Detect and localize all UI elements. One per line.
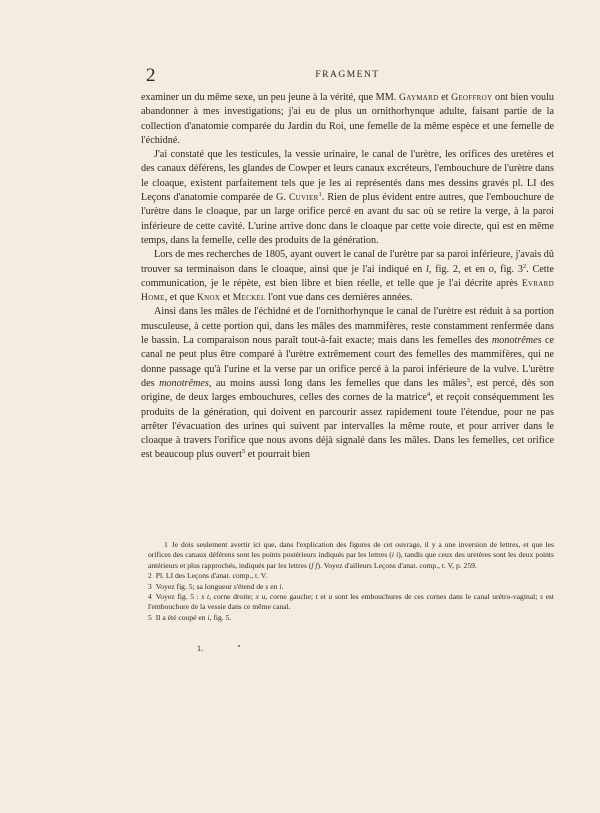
text-run: ont bien voulu abandonner à mes investigations; j'ai eu de plus un ornithorhynque adulte, faisant partie de la collection d'anatomie comparée du Jardin du Roi, une femelle de la même espèce et une femelle de l'échidné.: [141, 92, 555, 146]
text-run: , et que: [164, 292, 197, 304]
text-run: et pourrait bien: [245, 449, 311, 461]
footnote-ref: 2: [522, 262, 527, 270]
body-text: [141, 91, 554, 463]
text-run: ), tandis que ceux des uretères sont les deux points antérieurs et plus rapprochés, indiqués par les lettres (: [148, 550, 555, 570]
ink-dot: [238, 645, 240, 647]
footnote-number: 2: [148, 571, 152, 581]
small-caps-name: Gaymard: [398, 92, 439, 103]
text-run: Ainsi dans les mâles de l'échidné et de l'ornithorhynque le canal de l'urètre est réduit à sa portion musculeuse, à cette portion qui, dans les mâles des mammifères, reste constamment renfermée dans le bassin. La comparaison nous paraît tout-à-fait exacte; mais dans les femelles des: [141, 306, 554, 347]
text-run: . Cette communication, je le répète, est bien libre et bien réelle, et telle que je l'ai décrite après: [141, 263, 554, 289]
paragraph: [141, 148, 554, 248]
page-header: [140, 66, 555, 86]
text-run: , corne gauche;: [265, 592, 316, 602]
italic-text: i: [279, 581, 282, 591]
text-run: Voyez fig. 5 :: [155, 592, 202, 602]
text-run: et: [317, 592, 329, 602]
footnote: [148, 571, 554, 581]
text-run: , est percé, dès son origine, de deux larges embouchures, celles des cornes de la matrice: [141, 377, 554, 404]
paragraph: [141, 91, 554, 148]
italic-text: s: [539, 592, 543, 602]
text-run: , fig. 5.: [209, 612, 232, 622]
italic-text: u: [328, 592, 333, 602]
small-caps-name: Geoffroy: [451, 92, 493, 103]
italic-text: o: [488, 263, 494, 275]
footnote-ref: 5: [242, 448, 246, 456]
italic-text: f f: [311, 560, 318, 570]
footnote: [148, 540, 554, 571]
text-run: Pl. LI des Leçons d'anat. comp., t. V.: [155, 571, 268, 581]
page-number: 2: [146, 65, 156, 86]
italic-text: i: [207, 612, 210, 622]
footnote-number: 4: [148, 592, 152, 602]
paragraph: [141, 248, 554, 305]
text-run: est l'embouchure de la vessie dans ce même canal.: [148, 592, 554, 612]
text-run: ). Voyez d'ailleurs Leçons d'anat. comp., t. V, p. 259.: [317, 560, 477, 570]
footnote: [148, 582, 554, 592]
text-run: examiner un du même sexe, un peu jeune à la vérité, que MM.: [141, 92, 399, 103]
paragraph: [141, 305, 554, 462]
footnote-number: 3: [148, 581, 152, 591]
footnote-number: 5: [148, 612, 152, 622]
italic-text: monotrêmes: [491, 335, 542, 347]
text-run: , fig. 2, et en: [428, 263, 489, 275]
italic-text: l: [426, 263, 429, 275]
italic-text: s t: [201, 592, 210, 602]
text-run: Il a été coupé en: [155, 612, 208, 622]
footnote-ref: 4: [426, 391, 431, 399]
small-caps-name: Meckel: [232, 292, 266, 304]
text-run: Voyez fig. 5; sa longueur s'étend de: [155, 581, 266, 591]
text-run: en: [268, 581, 280, 591]
text-run: Je dois seulement avertir ici que, dans l'explication des figures de cet ouvrage, il y a une inversion de lettres, et que les orifices des canaux déférens sont les points postérieurs indiqués par les lettres (: [148, 540, 554, 560]
text-run: , et reçoit conséquemment les produits de la génération, qui doivent en parcourir assez rapidement toute l'étendue, pour ne pas arrêter l'évacuation des urines qui suivent par intervalles la même route, et pour arriver dans le cloaque à travers l'orifice que nous avons déjà signalé dans les mâles. Dans les femelles, cet orifice est beaucoup plus ouvert: [141, 392, 554, 461]
footnote-number: 1: [164, 540, 168, 549]
footnote: [148, 592, 554, 613]
small-caps-name: Cuvier: [288, 192, 319, 204]
running-title: FRAGMENT: [315, 70, 380, 80]
footnote-ref: 3: [466, 376, 470, 384]
text-run: Lors de mes recherches de 1805, ayant ouvert le canal de l'urètre par sa paroi inférieure, j'avais dû trouver sa terminaison dans le cloaque, ainsi que je l'ai indiqué en: [141, 249, 554, 275]
italic-text: x u: [255, 592, 266, 602]
text-run: et: [220, 292, 233, 304]
footnote: [148, 613, 554, 623]
italic-text: s: [265, 581, 269, 591]
text-run: , au moins aussi long dans les femelles que dans les mâles: [208, 377, 467, 389]
italic-text: t: [315, 592, 318, 602]
text-run: ce canal ne peut plus être comparé à l'urètre extrêmement court des femelles des mammifères, qui ne donne passage qu'à l'urine et la verse par un orifice percé à la paroi inférieure de la vulve. L'urètre des: [141, 335, 554, 389]
signature-mark: 1.: [197, 644, 203, 653]
footnote-ref: 1: [318, 191, 322, 199]
text-run: sont les embouchures de ces cornes dans le canal urétro-vaginal;: [332, 592, 540, 602]
text-run: J'ai constaté que les testicules, la vessie urinaire, le canal de l'urètre, les orifices des uretères et des canaux déférens, les glandes de Cowper et leurs canaux excréteurs, l'embouchure de l'urètre dans le cloaque, existent parfaitement tels que je les ai représentés dans mes dessins gravés pl. LI des Leçons d'anatomie comparée de G.: [141, 149, 554, 204]
text-run: , fig. 3: [493, 263, 523, 275]
footnotes: [148, 540, 554, 623]
italic-text: monotrêmes: [159, 377, 209, 389]
italic-text: i i: [391, 550, 399, 560]
small-caps-name: Evrard Home: [141, 277, 554, 304]
text-run: . Rien de plus évident entre autres, que l'embouchure de l'urètre dans le cloaque, par un large orifice percé en avant du sac où se retire la verge, à la paroi inférieure de cette cavité. L'urine arrive donc dans le cloaque par cette voie directe, qui est en même temps, dans la femelle, celle des produits de la génération.: [141, 192, 555, 246]
text-run: et: [438, 92, 452, 103]
text-run: .: [281, 581, 284, 591]
text-run: l'ont vue dans ces dernières années.: [265, 292, 413, 304]
text-run: , corne droite;: [209, 592, 256, 602]
small-caps-name: Knox: [196, 292, 221, 304]
